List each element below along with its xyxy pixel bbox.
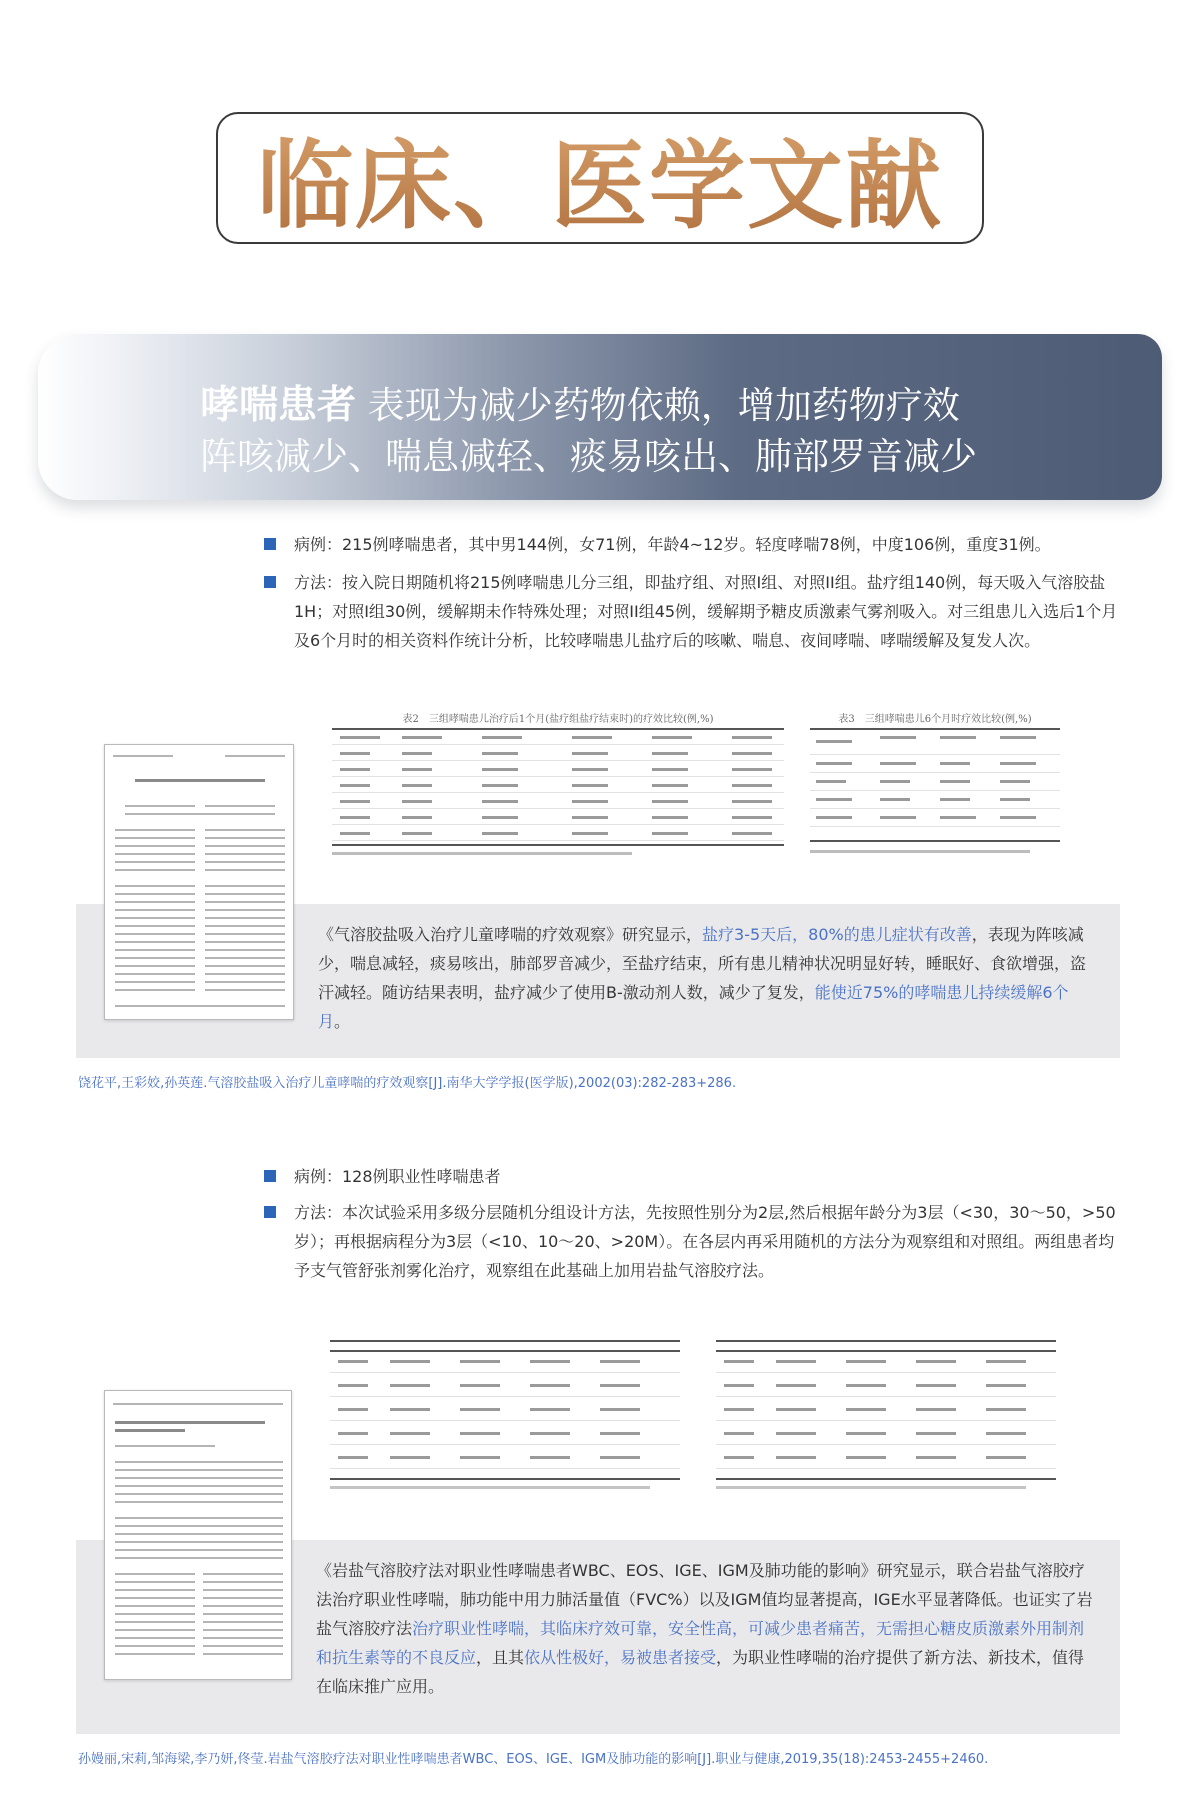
quote-text: 《岩盐气溶胶疗法对职业性哮喘患者WBC、EOS、IGE、IGM及肺功能的影响》研究显示，联合岩盐气溶胶疗法治疗职业性哮喘，肺功能中用力肺活量值（FVC%）以及IGM值均显著提高，IGE水平显著降低。也证实了岩盐气溶胶疗法: [316, 1561, 1093, 1638]
quote-highlight: 治疗职业性哮喘，其临床疗效可靠，安全性高，可减少患者痛苦，无需担心糖皮质激素外用制剂和抗生素等的不良反应: [316, 1619, 1085, 1667]
banner-lead: 哮喘患者: [200, 383, 357, 428]
blue-square-bullet-icon: [264, 576, 276, 588]
table2-caption: 表2 三组哮喘患儿治疗后1个月(盐疗组盐疗结束时)的疗效比较(例,%): [402, 714, 714, 725]
study1-method: [268, 568, 1118, 655]
study2-method-text: 方法：本次试验采用多级分层随机分组设计方法，先按照性别分为2层,然后根据年龄分为3层（<30，30～50，>50岁）；再根据病程分为3层（<10、10～20、>20M）。在各层内再采用随机的方法分为观察组和对照组。两组患者均予支气管舒张剂雾化治疗，观察组在此基础上加用岩盐气溶胶疗法。: [294, 1203, 1116, 1280]
study1-paper-thumbnail: [104, 744, 294, 1020]
quote-text: ，表现为阵咳减少，喘息减轻，痰易咳出，肺部罗音减少，至盐疗结束，所有患儿精神状况明显好转，睡眠好、食欲增强，盗汗减轻。随访结果表明，盐疗减少了使用B-激动剂人数，减少了复发，: [318, 925, 1087, 1002]
quote-highlight: 盐疗3-5天后，80%的患儿症状有改善: [702, 925, 972, 944]
quote-text: 《气溶胶盐吸入治疗儿童哮喘的疗效观察》研究显示，: [318, 925, 703, 944]
quote-highlight: 依从性极好，易被患者接受: [524, 1648, 717, 1667]
study2-case-text: 病例：128例职业性哮喘患者: [294, 1167, 501, 1186]
blue-square-bullet-icon: [264, 1206, 276, 1218]
quote-text: ，且其: [476, 1648, 525, 1667]
quote-highlight: 能使近75%的哮喘患儿持续缓解6个月: [318, 983, 1069, 1031]
title-box: [216, 112, 984, 244]
study2-citation: 孙嫚丽,宋莉,邹海梁,李乃妍,佟莹.岩盐气溶胶疗法对职业性哮喘患者WBC、EOS、IGE、IGM及肺功能的影响[J].职业与健康,2019,35(18):2453-2455+2460.: [78, 1752, 989, 1767]
table3-caption: 表3 三组哮喘患儿6个月时疗效比较(例,%): [838, 714, 1032, 725]
banner-line-1: [200, 374, 960, 430]
study2-table-image-2: [716, 1334, 1056, 1492]
quote-text: 。: [334, 1012, 351, 1031]
study1-citation: 饶花平,王彩姣,孙英莲.气溶胶盐吸入治疗儿童哮喘的疗效观察[J].南华大学学报(医学版),2002(03):282-283+286.: [78, 1076, 737, 1091]
study2-table-image-1: [330, 1334, 680, 1492]
study1-table3-image: [810, 710, 1060, 860]
blue-square-bullet-icon: [264, 1170, 276, 1182]
study1-table2-image: [332, 710, 784, 860]
banner-line-1-text: 表现为减少药物依赖，增加药物疗效: [356, 384, 960, 427]
blue-square-bullet-icon: [264, 538, 276, 550]
banner-line-2: 阵咳减少、喘息减轻、痰易咳出、肺部罗音减少: [200, 435, 977, 478]
study2-paper-thumbnail: [104, 1390, 292, 1680]
study1-case-text: 病例：215例哮喘患者，其中男144例，女71例，年龄4~12岁。轻度哮喘78例，中度106例，重度31例。: [294, 535, 1051, 554]
study1-method-text: 方法：按入院日期随机将215例哮喘患儿分三组，即盐疗组、对照I组、对照II组。盐疗组140例，每天吸入气溶胶盐1H；对照I组30例，缓解期未作特殊处理；对照II组45例，缓解期予糖皮质激素气雾剂吸入。对三组患儿入选后1个月及6个月时的相关资料作统计分析，比较哮喘患儿盐疗后的咳嗽、喘息、夜间哮喘、哮喘缓解及复发人次。: [294, 573, 1118, 650]
study2-case: [268, 1162, 1118, 1191]
study2-method: [268, 1198, 1118, 1285]
study1-case: [268, 530, 1118, 559]
quote-text: ，为职业性哮喘的治疗提供了新方法、新技术，值得在临床推广应用。: [316, 1648, 1085, 1696]
study2-quote: [316, 1556, 1098, 1701]
study1-quote: [318, 920, 1098, 1036]
page-title: 临床、医学文献: [257, 110, 943, 247]
